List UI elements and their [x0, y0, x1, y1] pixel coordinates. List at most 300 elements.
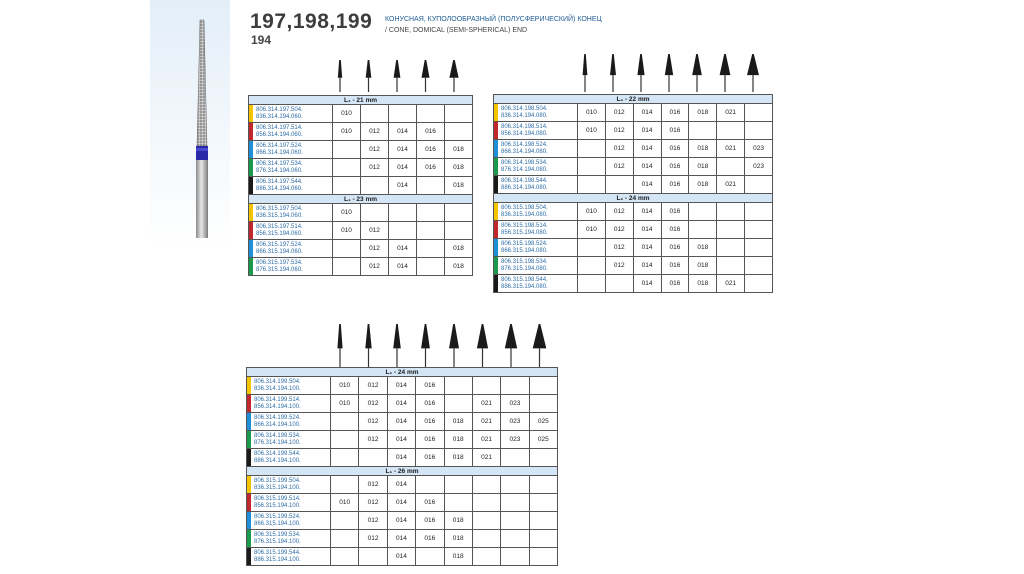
size-cell: 014: [389, 159, 417, 177]
article-number: 836.315.194.060.: [256, 212, 303, 219]
tool-tip-icon: [422, 60, 430, 78]
size-cell: [501, 548, 529, 566]
size-cell: [745, 221, 773, 239]
size-cell: 012: [359, 512, 387, 530]
table-row: [247, 449, 558, 467]
size-cell: [417, 177, 445, 195]
tool-tip-icon: [720, 54, 731, 75]
tool-neck-icon: [368, 348, 369, 368]
article-number: 866.314.194.080.: [501, 148, 548, 155]
size-cell: 014: [633, 275, 661, 293]
tool-tip-icon: [505, 324, 517, 348]
size-cell: 014: [387, 548, 415, 566]
size-cell: 012: [605, 257, 633, 275]
article-number: 806.314.197.524.: [256, 142, 303, 149]
size-cell: 014: [387, 476, 415, 494]
table-row: [247, 377, 558, 395]
size-cell: [331, 413, 359, 431]
color-code-stripe: [494, 275, 498, 292]
tool-neck-icon: [752, 75, 753, 92]
table-row: [494, 221, 773, 239]
article-number: 876.315.194.060.: [256, 266, 303, 273]
color-code-stripe: [247, 449, 251, 466]
size-cell: 021: [472, 449, 500, 467]
size-cell: 023: [745, 158, 773, 176]
article-number: 876.314.194.100.: [254, 439, 301, 446]
article-number: 856.314.194.080.: [501, 130, 548, 137]
color-code-stripe: [494, 122, 498, 139]
size-cell: 018: [445, 177, 473, 195]
size-cell: 014: [389, 258, 417, 276]
tool-neck-icon: [453, 348, 454, 368]
size-cell: [361, 177, 389, 195]
article-number: 806.314.197.544.: [256, 178, 303, 185]
size-cell: 012: [605, 140, 633, 158]
article-number: 806.314.199.514.: [254, 396, 301, 403]
size-cell: 014: [633, 104, 661, 122]
size-cell: [529, 494, 557, 512]
size-cell: 016: [416, 395, 444, 413]
tool-neck-icon: [453, 78, 454, 92]
table-row: [494, 122, 773, 140]
table-row: [249, 141, 473, 159]
tool-neck-icon: [640, 75, 641, 92]
size-cell: 018: [689, 140, 717, 158]
size-cell: [501, 449, 529, 467]
color-code-stripe: [247, 494, 251, 511]
color-code-stripe: [247, 377, 251, 394]
article-code: [494, 122, 578, 140]
size-cell: 014: [387, 377, 415, 395]
color-code-stripe: [247, 476, 251, 493]
article-code: [247, 512, 331, 530]
length-header: L₁ - 23 mm: [249, 195, 473, 204]
size-cell: [578, 239, 606, 257]
size-cell: [529, 449, 557, 467]
size-cell: 012: [605, 104, 633, 122]
size-cell: 016: [661, 257, 689, 275]
article-number: 806.314.198.544.: [501, 177, 548, 184]
tool-tip-icon: [637, 54, 644, 75]
color-code-stripe: [249, 204, 253, 221]
length-header: L₁ - 26 mm: [247, 467, 558, 476]
size-cell: 016: [416, 530, 444, 548]
article-code: [247, 413, 331, 431]
size-cell: [331, 548, 359, 566]
table-row: [494, 104, 773, 122]
size-cell: [331, 512, 359, 530]
size-cell: [472, 512, 500, 530]
article-code: [494, 275, 578, 293]
tool-tip-icon: [421, 324, 430, 348]
tool-tip-icon: [393, 324, 401, 348]
table-row: [249, 159, 473, 177]
size-cell: 016: [416, 431, 444, 449]
article-number: 856.314.194.060.: [256, 131, 303, 138]
size-cell: [689, 203, 717, 221]
size-cell: 012: [361, 222, 389, 240]
size-cell: 025: [529, 413, 557, 431]
size-cell: [445, 222, 473, 240]
size-cell: 010: [333, 204, 361, 222]
size-cell: 010: [333, 105, 361, 123]
size-cell: [333, 177, 361, 195]
size-cell: 018: [689, 176, 717, 194]
size-cell: 012: [361, 258, 389, 276]
color-code-stripe: [247, 431, 251, 448]
color-code-stripe: [247, 530, 251, 547]
color-code-stripe: [249, 105, 253, 122]
size-cell: [689, 221, 717, 239]
tool-tip-icon: [477, 324, 488, 348]
article-number: 806.315.199.534.: [254, 531, 301, 538]
table-198: [493, 94, 773, 293]
length-header: L₁ - 24 mm: [494, 194, 773, 203]
article-code: [247, 431, 331, 449]
size-cell: [331, 431, 359, 449]
size-cell: [417, 222, 445, 240]
table-row: [494, 239, 773, 257]
color-code-stripe: [494, 221, 498, 238]
size-cell: [745, 275, 773, 293]
size-cell: [717, 239, 745, 257]
tool-tip-icon: [692, 54, 702, 75]
size-cell: 018: [689, 275, 717, 293]
color-code-stripe: [494, 239, 498, 256]
size-cell: 012: [361, 123, 389, 141]
size-cell: [444, 377, 472, 395]
article-number: 866.315.194.060.: [256, 248, 303, 255]
size-cell: [745, 203, 773, 221]
table-row: [247, 512, 558, 530]
article-code: [247, 548, 331, 566]
size-cell: 012: [605, 239, 633, 257]
color-code-stripe: [249, 222, 253, 239]
tool-neck-icon: [724, 75, 725, 92]
size-cell: 012: [359, 494, 387, 512]
tool-neck-icon: [668, 75, 669, 92]
size-cell: 018: [445, 258, 473, 276]
article-code: [494, 140, 578, 158]
size-cell: 021: [472, 431, 500, 449]
article-code: [249, 222, 333, 240]
article-number: 856.315.194.080.: [501, 229, 548, 236]
size-cell: 014: [633, 239, 661, 257]
description-russian: КОНУСНАЯ, КУПОЛООБРАЗНЫЙ (ПОЛУСФЕРИЧЕСКИЙ) КОНЕЦ: [385, 16, 602, 23]
table-row: [494, 176, 773, 194]
size-cell: [529, 476, 557, 494]
tool-tip-icon: [583, 54, 588, 75]
table-row: [249, 204, 473, 222]
size-cell: [501, 494, 529, 512]
article-number: 806.314.198.514.: [501, 123, 548, 130]
size-cell: [472, 548, 500, 566]
tool-neck-icon: [584, 75, 585, 92]
size-cell: 016: [661, 176, 689, 194]
article-number: 886.314.194.100.: [254, 457, 301, 464]
size-cell: [717, 122, 745, 140]
size-cell: [417, 240, 445, 258]
article-number: 876.314.194.060.: [256, 167, 303, 174]
size-cell: 016: [661, 275, 689, 293]
size-cell: 018: [445, 159, 473, 177]
color-code-stripe: [247, 548, 251, 565]
size-cell: 016: [417, 141, 445, 159]
article-number: 806.315.198.534.: [501, 258, 548, 265]
size-cell: [529, 530, 557, 548]
color-code-stripe: [247, 413, 251, 430]
article-code: [249, 123, 333, 141]
color-code-stripe: [494, 158, 498, 175]
size-cell: [501, 530, 529, 548]
color-code-stripe: [494, 104, 498, 121]
size-cell: [472, 494, 500, 512]
tool-neck-icon: [396, 348, 397, 368]
color-code-stripe: [249, 159, 253, 176]
size-cell: [417, 105, 445, 123]
size-cell: [717, 257, 745, 275]
color-code-stripe: [249, 141, 253, 158]
size-cell: [745, 176, 773, 194]
article-number: 806.314.198.524.: [501, 141, 548, 148]
size-cell: [444, 395, 472, 413]
size-cell: 018: [444, 431, 472, 449]
size-cell: 014: [387, 449, 415, 467]
table-row: [494, 140, 773, 158]
table-row: [494, 203, 773, 221]
article-number: 806.315.198.504.: [501, 204, 548, 211]
article-number: 836.314.194.100.: [254, 385, 301, 392]
size-cell: [501, 377, 529, 395]
article-code: [249, 177, 333, 195]
size-cell: 014: [633, 158, 661, 176]
size-cell: 012: [605, 158, 633, 176]
size-cell: 012: [605, 203, 633, 221]
size-cell: 016: [661, 122, 689, 140]
article-number: 866.314.194.100.: [254, 421, 301, 428]
size-cell: 023: [501, 413, 529, 431]
article-number: 806.315.197.524.: [256, 241, 303, 248]
size-cell: 016: [416, 413, 444, 431]
table-row: [494, 257, 773, 275]
article-code: [247, 476, 331, 494]
size-cell: 012: [605, 221, 633, 239]
diamond-burr-image: [185, 18, 219, 238]
size-cell: 014: [633, 257, 661, 275]
size-cell: [501, 512, 529, 530]
size-cell: 021: [717, 275, 745, 293]
size-cell: 018: [445, 240, 473, 258]
size-cell: 014: [387, 413, 415, 431]
table-row: [247, 431, 558, 449]
size-cell: 014: [387, 530, 415, 548]
color-code-stripe: [494, 176, 498, 193]
size-cell: [605, 176, 633, 194]
tool-neck-icon: [696, 75, 697, 92]
size-cell: [578, 140, 606, 158]
size-cell: 016: [416, 512, 444, 530]
article-number: 806.315.198.514.: [501, 222, 548, 229]
article-number: 806.314.199.504.: [254, 378, 301, 385]
article-code: [249, 105, 333, 123]
tool-neck-icon: [539, 348, 540, 368]
article-number: 806.315.199.524.: [254, 513, 301, 520]
size-cell: [745, 257, 773, 275]
size-cell: 014: [387, 512, 415, 530]
article-code: [247, 395, 331, 413]
size-cell: 016: [417, 123, 445, 141]
size-cell: 014: [389, 123, 417, 141]
size-cell: [717, 158, 745, 176]
size-cell: 014: [633, 140, 661, 158]
size-cell: 014: [389, 141, 417, 159]
size-cell: [389, 204, 417, 222]
product-subtitle: 194: [251, 33, 272, 47]
size-cell: [389, 222, 417, 240]
table-row: [247, 548, 558, 566]
color-code-stripe: [249, 240, 253, 257]
size-cell: 018: [444, 548, 472, 566]
size-cell: [444, 476, 472, 494]
size-cell: 014: [387, 395, 415, 413]
description-english: / CONE, DOMICAL (SEMI-SPHERICAL) END: [385, 27, 528, 34]
article-code: [247, 494, 331, 512]
article-number: 806.315.197.504.: [256, 205, 303, 212]
size-cell: 012: [359, 395, 387, 413]
size-cell: [529, 395, 557, 413]
size-cell: [331, 476, 359, 494]
tool-shapes-199: [330, 322, 560, 372]
size-cell: [689, 122, 717, 140]
tool-tip-icon: [533, 324, 547, 348]
size-cell: 016: [416, 449, 444, 467]
article-number: 806.314.199.524.: [254, 414, 301, 421]
size-cell: 016: [661, 140, 689, 158]
article-number: 876.314.194.080.: [501, 166, 548, 173]
size-cell: 010: [578, 203, 606, 221]
color-code-stripe: [249, 258, 253, 275]
size-cell: [359, 548, 387, 566]
size-cell: [417, 204, 445, 222]
size-cell: [333, 240, 361, 258]
article-code: [247, 449, 331, 467]
product-title: 197,198,199: [250, 10, 373, 33]
size-cell: 010: [578, 104, 606, 122]
size-cell: 010: [331, 395, 359, 413]
tool-neck-icon: [425, 78, 426, 92]
article-code: [247, 530, 331, 548]
size-cell: [444, 494, 472, 512]
article-number: 856.314.194.100.: [254, 403, 301, 410]
article-number: 856.315.194.100.: [254, 502, 301, 509]
size-cell: 010: [333, 123, 361, 141]
tool-neck-icon: [339, 348, 340, 368]
article-code: [494, 158, 578, 176]
size-cell: [416, 476, 444, 494]
size-cell: [578, 176, 606, 194]
article-number: 806.314.199.534.: [254, 432, 301, 439]
size-cell: 014: [633, 122, 661, 140]
tool-tip-icon: [665, 54, 673, 75]
tool-tip-icon: [747, 54, 759, 75]
article-number: 806.314.199.544.: [254, 450, 301, 457]
table-199: [246, 367, 558, 566]
size-cell: 016: [417, 159, 445, 177]
length-header: L₁ - 21 mm: [249, 96, 473, 105]
size-cell: 012: [359, 413, 387, 431]
table-row: [249, 240, 473, 258]
article-number: 806.315.198.524.: [501, 240, 548, 247]
size-cell: [445, 105, 473, 123]
size-cell: 023: [501, 431, 529, 449]
size-cell: 021: [717, 140, 745, 158]
size-cell: [333, 159, 361, 177]
article-code: [494, 221, 578, 239]
size-cell: 012: [361, 240, 389, 258]
size-cell: [717, 221, 745, 239]
size-cell: 023: [501, 395, 529, 413]
size-cell: 012: [361, 159, 389, 177]
size-cell: [501, 476, 529, 494]
size-cell: 014: [387, 494, 415, 512]
article-number: 886.315.194.080.: [501, 283, 548, 290]
size-cell: 012: [359, 530, 387, 548]
size-cell: [745, 104, 773, 122]
size-cell: [605, 275, 633, 293]
size-cell: 021: [717, 176, 745, 194]
article-code: [249, 141, 333, 159]
article-number: 806.314.197.514.: [256, 124, 303, 131]
article-code: [249, 159, 333, 177]
article-code: [247, 377, 331, 395]
article-code: [494, 104, 578, 122]
size-cell: [578, 275, 606, 293]
length-header: L₁ - 24 mm: [247, 368, 558, 377]
tool-neck-icon: [482, 348, 483, 368]
article-number: 836.314.194.080.: [501, 112, 548, 119]
size-cell: [745, 239, 773, 257]
size-cell: 018: [689, 257, 717, 275]
size-cell: 016: [661, 239, 689, 257]
table-row: [247, 530, 558, 548]
article-number: 806.314.198.534.: [501, 159, 548, 166]
table-row: [249, 222, 473, 240]
size-cell: 012: [359, 377, 387, 395]
table-row: [494, 158, 773, 176]
article-number: 806.315.197.514.: [256, 223, 303, 230]
article-number: 866.314.194.060.: [256, 149, 303, 156]
size-cell: [331, 449, 359, 467]
size-cell: 021: [472, 413, 500, 431]
article-number: 806.315.199.544.: [254, 549, 301, 556]
table-row: [247, 494, 558, 512]
size-cell: 018: [689, 104, 717, 122]
size-cell: 018: [444, 512, 472, 530]
table-row: [249, 123, 473, 141]
article-number: 806.314.197.504.: [256, 106, 303, 113]
table-row: [494, 275, 773, 293]
size-cell: [333, 141, 361, 159]
size-cell: [578, 257, 606, 275]
size-cell: 014: [387, 431, 415, 449]
article-number: 806.315.199.504.: [254, 477, 301, 484]
tool-shapes-197: [330, 58, 475, 96]
size-cell: [472, 476, 500, 494]
tool-tip-icon: [365, 324, 371, 348]
size-cell: [361, 105, 389, 123]
size-cell: 014: [389, 240, 417, 258]
size-cell: [472, 377, 500, 395]
